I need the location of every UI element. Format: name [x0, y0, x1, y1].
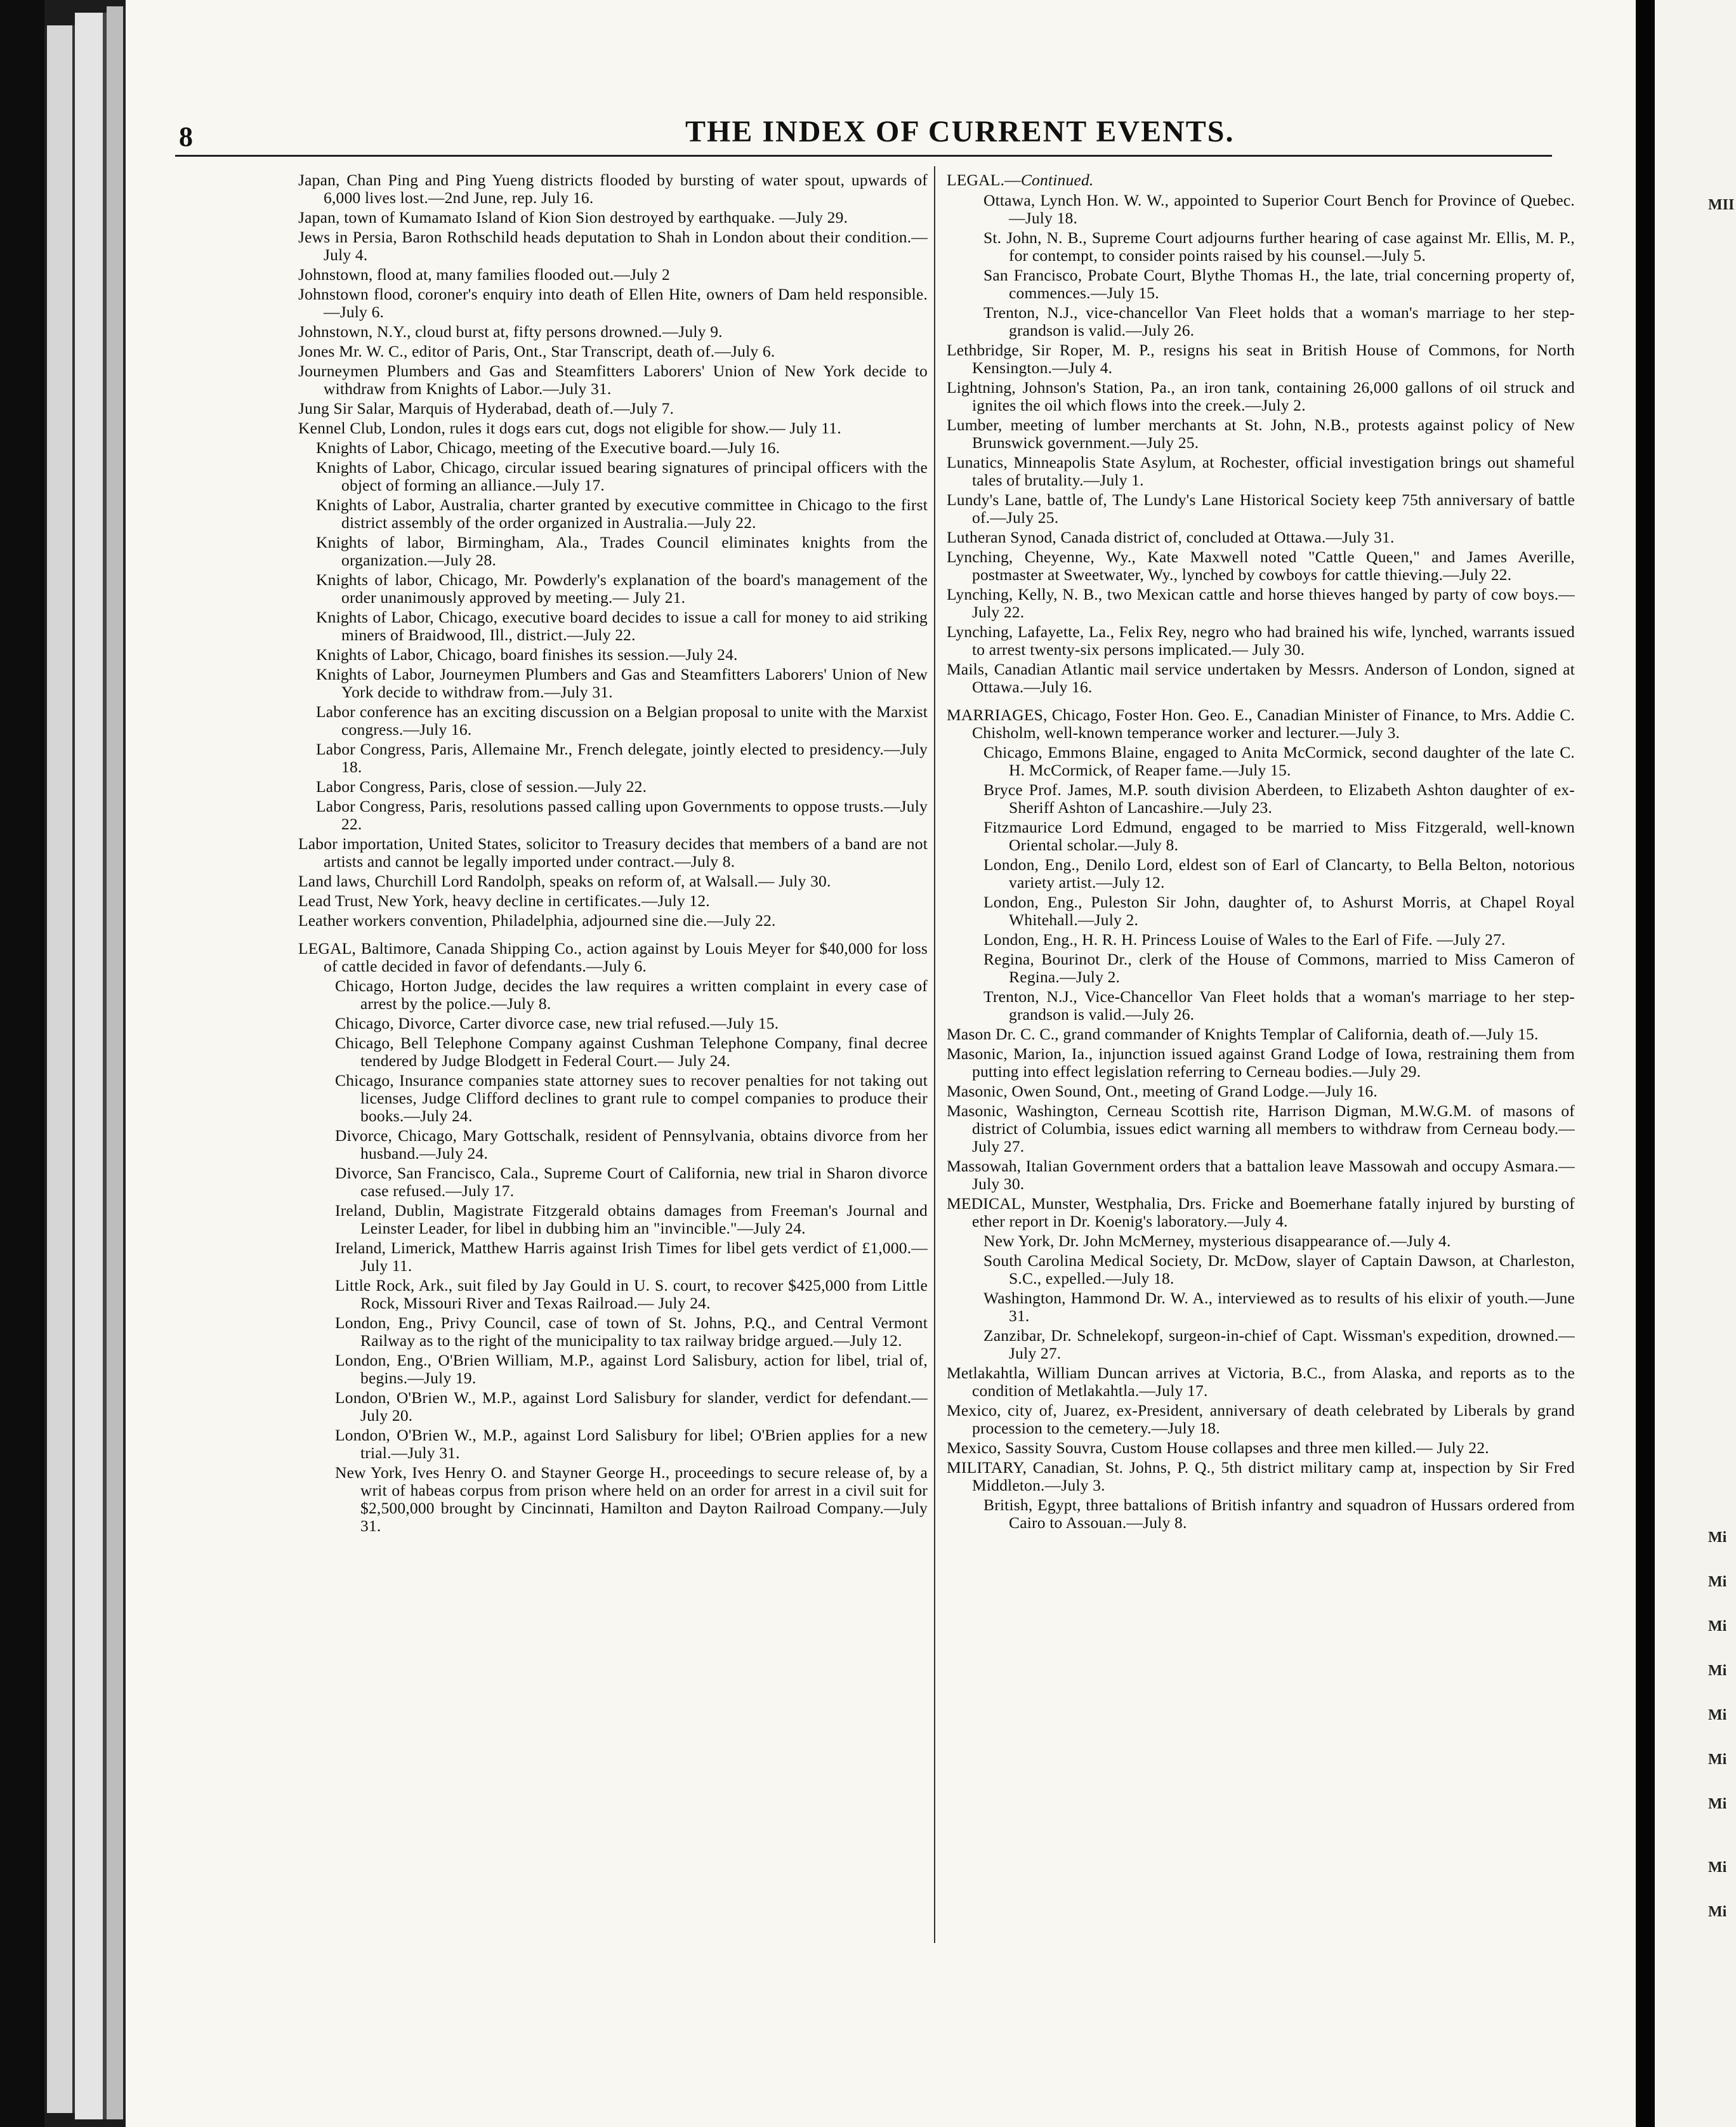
index-entry: Lightning, Johnson's Station, Pa., an iron tank, containing 26,000 gallons of oil struck and ignites the oil which flows into the creek.—July 2.: [947, 378, 1575, 414]
book-binding: [0, 0, 44, 2127]
index-entry: Knights of Labor, Chicago, circular issued bearing signatures of principal officers with the object of forming an alliance.—July 17.: [316, 458, 928, 494]
next-page-word: MII: [1708, 197, 1735, 213]
index-entry: Massowah, Italian Government orders that a battalion leave Massowah and occupy Asmara.—July 30.: [947, 1157, 1575, 1193]
next-page-word: Mi: [1708, 1796, 1727, 1812]
index-entry: Knights of Labor, Chicago, executive board decides to issue a call for money to aid striking miners of Braidwood, Ill., district.—July 22.: [316, 608, 928, 644]
index-entry: LEGAL, Baltimore, Canada Shipping Co., action against by Louis Meyer for $40,000 for loss of cattle decided in favor of defendants.—July 6.: [298, 939, 928, 975]
index-entry: Lumber, meeting of lumber merchants at St. John, N.B., protests against policy of New Brunswick government.—July 25.: [947, 416, 1575, 452]
index-entry: London, O'Brien W., M.P., against Lord Salisbury for libel; O'Brien applies for a new trial.—July 31.: [335, 1426, 928, 1462]
index-entry: Divorce, Chicago, Mary Gottschalk, resident of Pennsylvania, obtains divorce from her husband.—July 24.: [335, 1126, 928, 1162]
next-page-word: Mi: [1708, 1663, 1727, 1679]
index-entry: Lunatics, Minneapolis State Asylum, at Rochester, official investigation brings out shameful tales of brutality.—July 1.: [947, 453, 1575, 489]
next-page-word: Mi: [1708, 1751, 1727, 1768]
column-divider: [934, 166, 935, 1943]
book-binding-edge: [75, 13, 107, 2119]
book-binding-edge: [44, 25, 75, 2113]
book-binding-edge: [107, 6, 126, 2119]
index-entry: Lundy's Lane, battle of, The Lundy's Lane Historical Society keep 75th anniversary of battle of.—July 25.: [947, 491, 1575, 527]
index-entry: Labor Congress, Paris, resolutions passed calling upon Governments to oppose trusts.—July 22.: [316, 797, 928, 833]
index-entry: Chicago, Insurance companies state attorney sues to recover penalties for not taking out licenses, Judge Clifford declines to grant rule to compel companies to produce their books.—July 24.: [335, 1071, 928, 1125]
index-entry: Labor conference has an exciting discussion on a Belgian proposal to unite with the Marxist congress.—July 16.: [316, 702, 928, 739]
index-entry: Mexico, city of, Juarez, ex-President, anniversary of death celebrated by Liberals by grand procession to the cemetery.—July 18.: [947, 1401, 1575, 1437]
index-entry: Lutheran Synod, Canada district of, concluded at Ottawa.—July 31.: [947, 528, 1395, 546]
index-entry: Johnstown, N.Y., cloud burst at, fifty persons drowned.—July 9.: [298, 322, 723, 341]
index-entry: Lynching, Kelly, N. B., two Mexican cattle and horse thieves hanged by party of cow boys.—July 22.: [947, 585, 1575, 621]
index-entry: London, Eng., Privy Council, case of town of St. Johns, P.Q., and Central Vermont Railway as to the right of the municipality to tax railway bridge argued.—July 12.: [335, 1314, 928, 1350]
index-entry: Lethbridge, Sir Roper, M. P., resigns his seat in British House of Commons, for North Kensington.—July 4.: [947, 341, 1575, 377]
index-entry: South Carolina Medical Society, Dr. McDow, slayer of Captain Dawson, at Charleston, S.C., expelled.—July 18.: [983, 1251, 1575, 1287]
index-entry: British, Egypt, three battalions of British infantry and squadron of Hussars ordered from Cairo to Assouan.—July 8.: [983, 1496, 1575, 1532]
index-entry: MEDICAL, Munster, Westphalia, Drs. Fricke and Boemerhane fatally injured by bursting of ether report in Dr. Koenig's laboratory.—July 4.: [947, 1194, 1575, 1230]
index-entry: Masonic, Owen Sound, Ont., meeting of Grand Lodge.—July 16.: [947, 1082, 1378, 1100]
index-entry: Lynching, Cheyenne, Wy., Kate Maxwell noted "Cattle Queen," and James Averille, postmaster at Sweetwater, Wy., lynched by cowboys for cattle thieving.—July 22.: [947, 548, 1575, 584]
index-entry: Chicago, Divorce, Carter divorce case, new trial refused.—July 15.: [335, 1014, 779, 1032]
index-entry: Trenton, N.J., Vice-Chancellor Van Fleet holds that a woman's marriage to her step-grandson is valid.—July 26.: [983, 987, 1575, 1024]
index-entry: Lynching, Lafayette, La., Felix Rey, negro who had brained his wife, lynched, warrants issued to arrest twenty-six persons implicated.— July 30.: [947, 622, 1575, 659]
index-entry: Knights of Labor, Australia, charter granted by executive committee in Chicago to the first district assembly of the order organized in Australia.—July 22.: [316, 496, 928, 532]
index-entry: Johnstown flood, coroner's enquiry into death of Ellen Hite, owners of Dam held responsible.—July 6.: [298, 285, 928, 321]
index-entry: Fitzmaurice Lord Edmund, engaged to be married to Miss Fitzgerald, well-known Oriental scholar.—July 8.: [983, 818, 1575, 854]
continued-label: LEGAL.—: [947, 171, 1021, 189]
next-page-edge: [1655, 0, 1736, 2127]
next-page-word: Mi: [1708, 1707, 1727, 1723]
index-entry: Little Rock, Ark., suit filed by Jay Gould in U. S. court, to recover $425,000 from Little Rock, Missouri River and Texas Railroad.— July 24.: [335, 1276, 928, 1312]
next-page-word: Mi: [1708, 1859, 1727, 1876]
index-entry: Trenton, N.J., vice-chancellor Van Fleet holds that a woman's marriage to her step-grandson is valid.—July 26.: [983, 303, 1575, 339]
index-entry: Knights of Labor, Chicago, board finishes its session.—July 24.: [316, 645, 738, 664]
next-page-word: Mi: [1708, 1618, 1727, 1635]
page-number: 8: [179, 121, 193, 152]
index-entry: Jung Sir Salar, Marquis of Hyderabad, death of.—July 7.: [298, 399, 674, 418]
index-entry: Journeymen Plumbers and Gas and Steamfitters Laborers' Union of New York decide to withdraw from Knights of Labor.—July 31.: [298, 362, 928, 398]
index-entry: Knights of Labor, Chicago, meeting of the Executive board.—July 16.: [316, 438, 780, 457]
index-entry: MARRIAGES, Chicago, Foster Hon. Geo. E., Canadian Minister of Finance, to Mrs. Addie C. Chisholm, well-known temperance worker and lecturer.—July 3.: [947, 706, 1575, 742]
index-entry: New York, Dr. John McMerney, mysterious disappearance of.—July 4.: [983, 1232, 1451, 1250]
header-rule: [175, 155, 1552, 157]
continued-heading: [947, 171, 1575, 189]
index-entry: Labor Congress, Paris, close of session.—July 22.: [316, 777, 647, 796]
index-entry: Johnstown, flood at, many families flooded out.—July 2: [298, 265, 670, 284]
index-entry: Kennel Club, London, rules it dogs ears cut, dogs not eligible for show.— July 11.: [298, 419, 841, 437]
index-entry: Ireland, Limerick, Matthew Harris against Irish Times for libel gets verdict of £1,000.—July 11.: [335, 1239, 928, 1275]
index-entry: London, Eng., H. R. H. Princess Louise of Wales to the Earl of Fife. —July 27.: [983, 930, 1506, 949]
index-entry: Chicago, Horton Judge, decides the law requires a written complaint in every case of arrest by the police.—July 8.: [335, 977, 928, 1013]
index-entry: Lead Trust, New York, heavy decline in certificates.—July 12.: [298, 892, 710, 910]
index-entry: Metlakahtla, William Duncan arrives at Victoria, B.C., from Alaska, and reports as to the condition of Metlakahtla.—July 17.: [947, 1364, 1575, 1400]
next-page-word: Mi: [1708, 1904, 1727, 1920]
next-page-word: Mi: [1708, 1529, 1727, 1546]
left-column: [298, 171, 928, 1537]
continued-suffix: Continued.: [1020, 171, 1094, 189]
right-column: [947, 171, 1575, 1534]
index-entry: Knights of labor, Chicago, Mr. Powderly's explanation of the board's management of the order unanimously approved by meeting.— July 21.: [316, 570, 928, 607]
index-entry: San Francisco, Probate Court, Blythe Thomas H., the late, trial concerning property of, commences.—July 15.: [983, 266, 1575, 302]
index-entry: New York, Ives Henry O. and Stayner George H., proceedings to secure release of, by a writ of habeas corpus from prison where held on an order for arrest in a civil suit for $2,500,000 brought by Cincinnati, Hamilton and Dayton Railroad Company.—July 31.: [335, 1463, 928, 1535]
index-entry: Regina, Bourinot Dr., clerk of the House of Commons, married to Miss Cameron of Regina.—July 2.: [983, 950, 1575, 986]
index-entry: Ireland, Dublin, Magistrate Fitzgerald obtains damages from Freeman's Journal and Leinster Leader, for libel in dubbing him an "invincible."—July 24.: [335, 1201, 928, 1237]
index-entry: Mason Dr. C. C., grand commander of Knights Templar of California, death of.—July 15.: [947, 1025, 1539, 1043]
index-entry: Labor importation, United States, solicitor to Treasury decides that members of a band are not artists and cannot be legally imported under contract.—July 8.: [298, 834, 928, 871]
index-entry: Divorce, San Francisco, Cala., Supreme Court of California, new trial in Sharon divorce case refused.—July 17.: [335, 1164, 928, 1200]
index-entry: Chicago, Bell Telephone Company against Cushman Telephone Company, final decree tendered by Judge Blodgett in Federal Court.— July 24.: [335, 1034, 928, 1070]
index-entry: Land laws, Churchill Lord Randolph, speaks on reform of, at Walsall.— July 30.: [298, 872, 831, 890]
index-entry: Chicago, Emmons Blaine, engaged to Anita McCormick, second daughter of the late C. H. McCormick, of Reaper fame.—July 15.: [983, 743, 1575, 779]
index-entry: Masonic, Washington, Cerneau Scottish rite, Harrison Digman, M.W.G.M. of masons of district of Columbia, issues edict warning all members to withdraw from Cerneau body.—July 27.: [947, 1102, 1575, 1156]
index-entry: Labor Congress, Paris, Allemaine Mr., French delegate, jointly elected to presidency.—July 18.: [316, 740, 928, 776]
index-entry: London, Eng., O'Brien William, M.P., against Lord Salisbury, action for libel, trial of, begins.—July 19.: [335, 1351, 928, 1387]
running-head: THE INDEX OF CURRENT EVENTS.: [685, 115, 1235, 148]
index-entry: London, Eng., Puleston Sir John, daughter of, to Ashurst Morris, at Chapel Royal Whitehall.—July 2.: [983, 893, 1575, 929]
index-entry: Leather workers convention, Philadelphia, adjourned sine die.—July 22.: [298, 911, 776, 930]
index-entry: Knights of Labor, Journeymen Plumbers and Gas and Steamfitters Laborers' Union of New York decide to withdraw from.—July 31.: [316, 665, 928, 701]
index-entry: Bryce Prof. James, M.P. south division Aberdeen, to Elizabeth Ashton daughter of ex-Sheriff Ashton of Lancashire.—July 23.: [983, 780, 1575, 817]
index-entry: London, Eng., Denilo Lord, eldest son of Earl of Clancarty, to Bella Belton, notorious variety artist.—July 12.: [983, 855, 1575, 892]
index-entry: Masonic, Marion, Ia., injunction issued against Grand Lodge of Iowa, restraining them from putting into effect legislation referring to Cerneau bodies.—July 29.: [947, 1044, 1575, 1081]
index-entry: St. John, N. B., Supreme Court adjourns further hearing of case against Mr. Ellis, M. P., for contempt, to consider points raised by his counsel.—July 5.: [983, 228, 1575, 265]
index-entry: Zanzibar, Dr. Schnelekopf, surgeon-in-chief of Capt. Wissman's expedition, drowned.—July 27.: [983, 1326, 1575, 1362]
next-page-word: Mi: [1708, 1574, 1727, 1590]
index-entry: Japan, Chan Ping and Ping Yueng districts flooded by bursting of water spout, upwards of 6,000 lives lost.—2nd June, rep. July 16.: [298, 171, 928, 207]
page-gutter: [1636, 0, 1655, 2127]
index-entry: Ottawa, Lynch Hon. W. W., appointed to Superior Court Bench for Province of Quebec.—July 18.: [983, 191, 1575, 227]
index-entry: MILITARY, Canadian, St. Johns, P. Q., 5th district military camp at, inspection by Sir Fred Middleton.—July 3.: [947, 1458, 1575, 1494]
index-entry: Mexico, Sassity Souvra, Custom House collapses and three men killed.— July 22.: [947, 1439, 1489, 1457]
index-entry: Mails, Canadian Atlantic mail service undertaken by Messrs. Anderson of London, signed at Ottawa.—July 16.: [947, 660, 1575, 696]
index-entry: Washington, Hammond Dr. W. A., interviewed as to results of his elixir of youth.—June 31.: [983, 1289, 1575, 1325]
index-entry: Jones Mr. W. C., editor of Paris, Ont., Star Transcript, death of.—July 6.: [298, 342, 775, 360]
index-entry: Knights of labor, Birmingham, Ala., Trades Council eliminates knights from the organization.—July 28.: [316, 533, 928, 569]
index-entry: Jews in Persia, Baron Rothschild heads deputation to Shah in London about their condition.—July 4.: [298, 228, 928, 264]
index-entry: London, O'Brien W., M.P., against Lord Salisbury for slander, verdict for defendant.—July 20.: [335, 1388, 928, 1425]
index-entry: Japan, town of Kumamato Island of Kion Sion destroyed by earthquake. —July 29.: [298, 208, 848, 227]
